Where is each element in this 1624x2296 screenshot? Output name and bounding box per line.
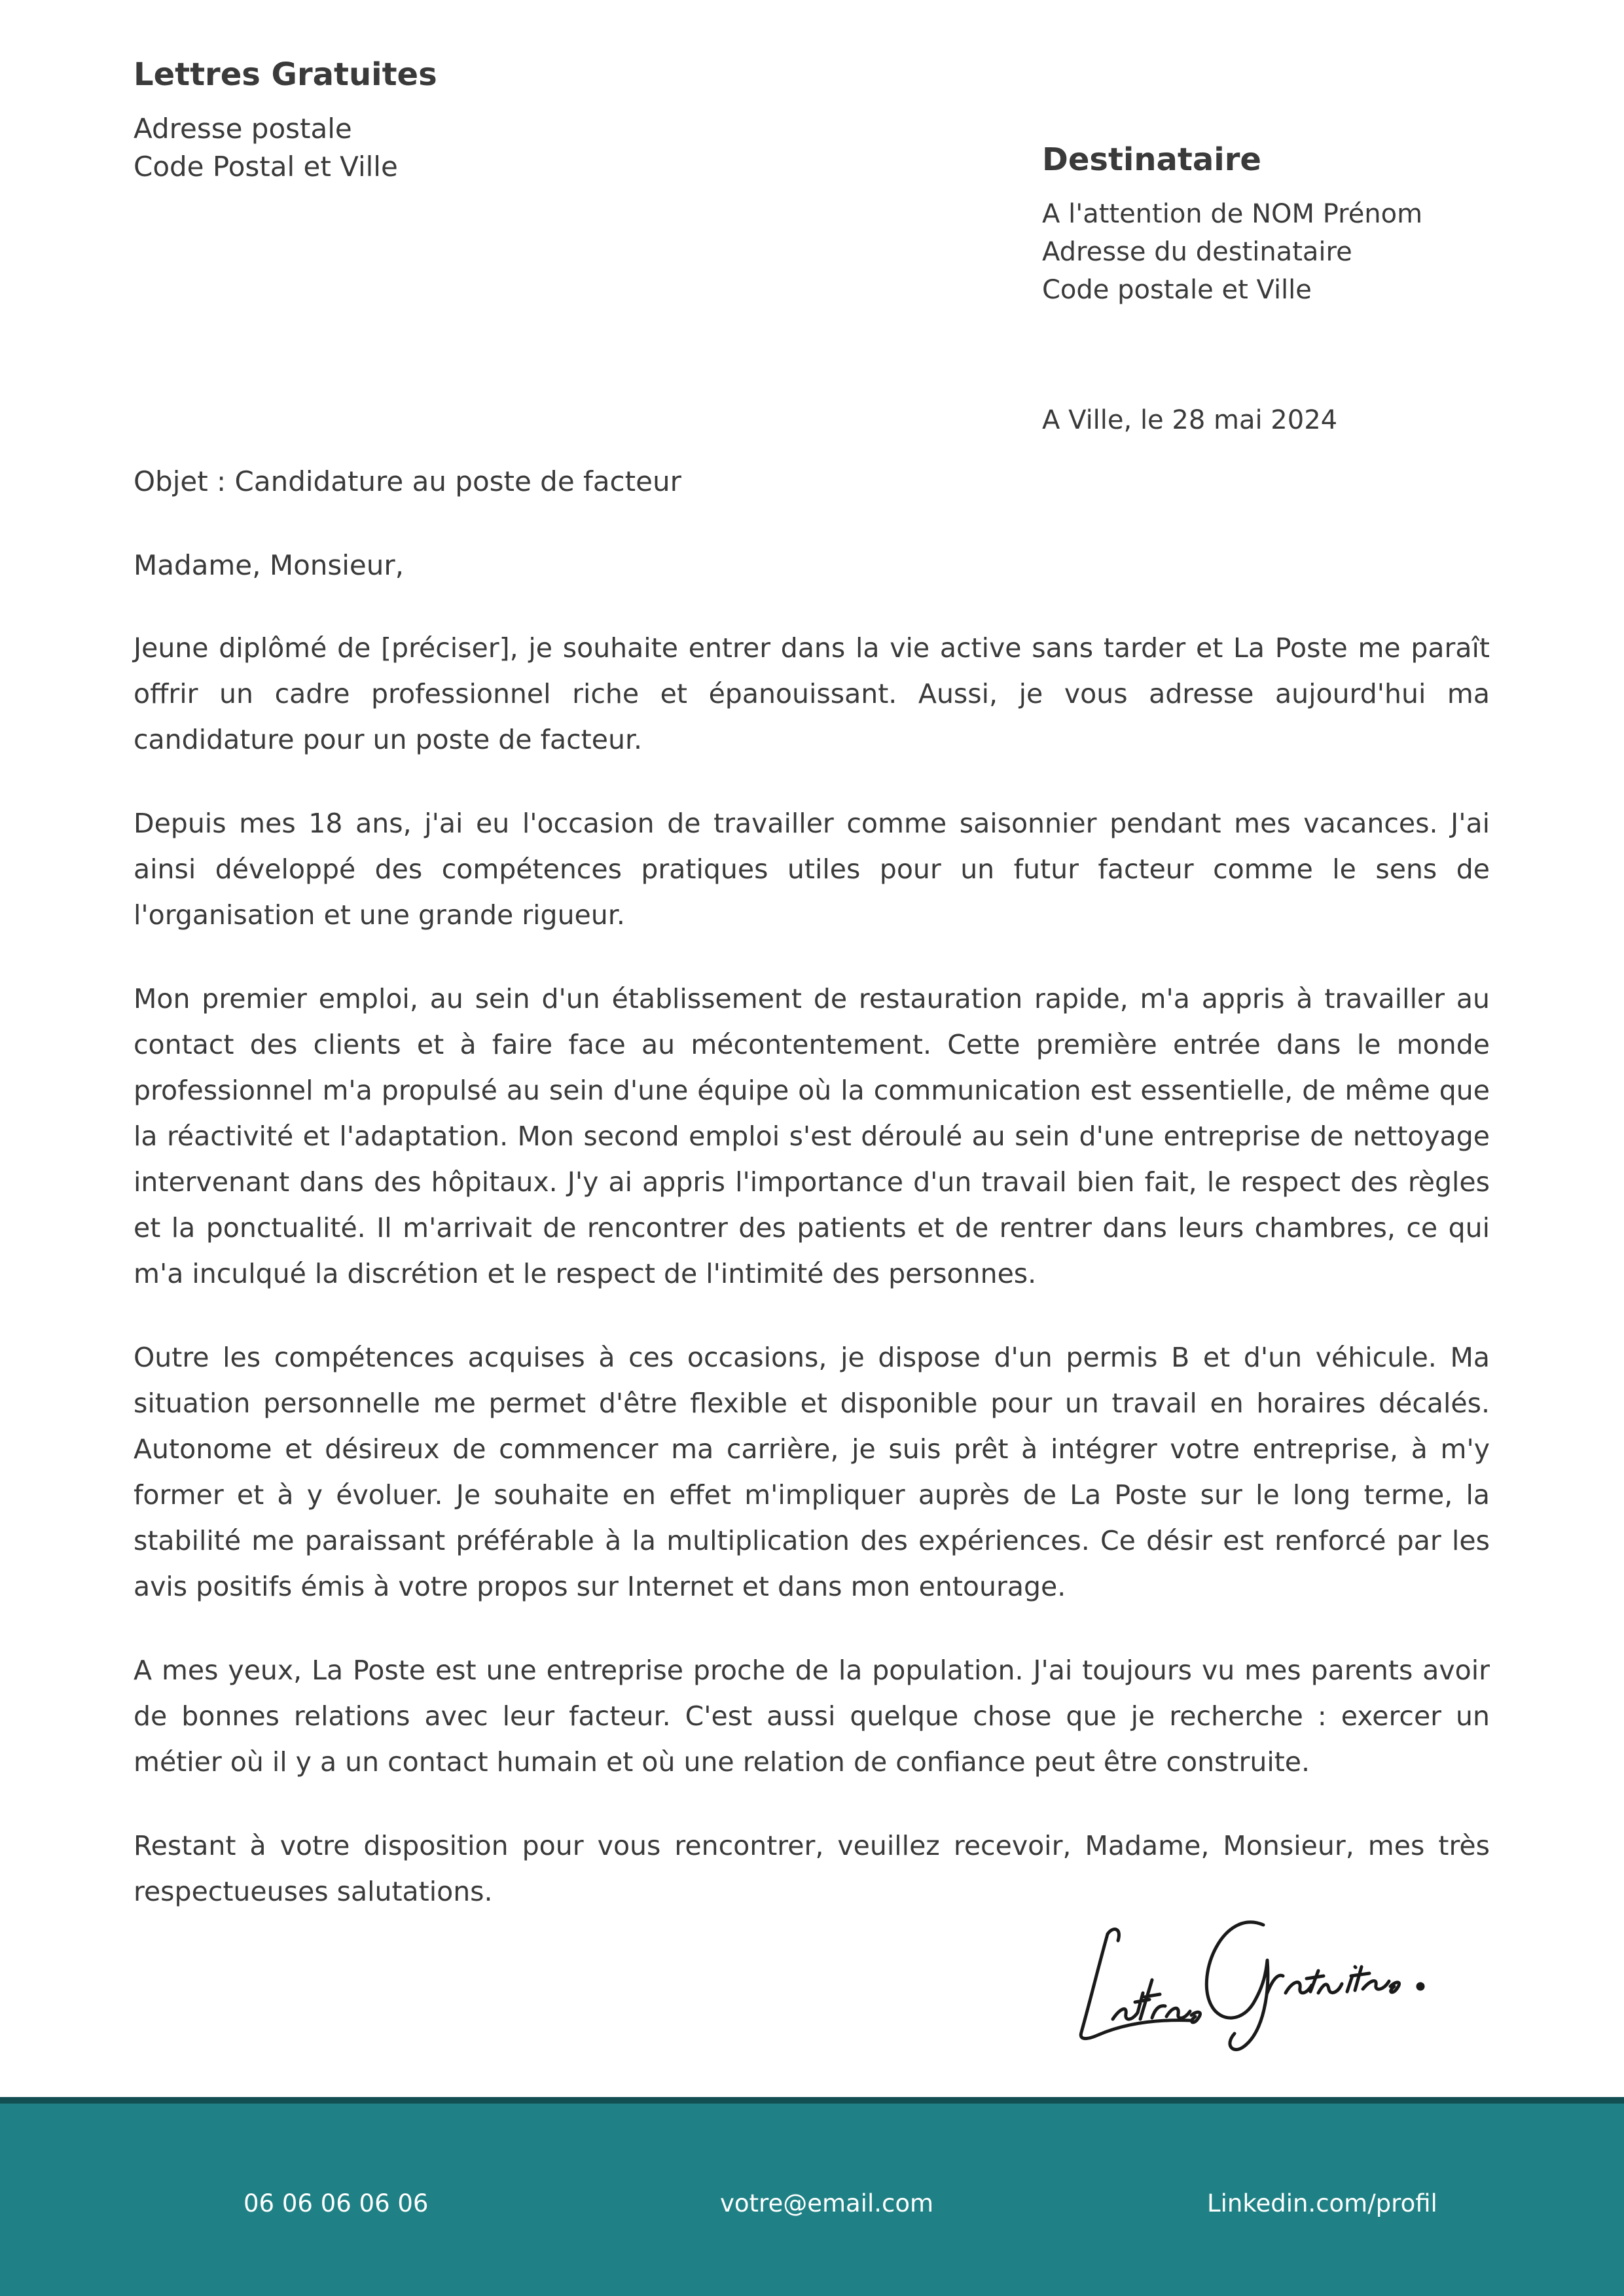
recipient-city: Code postale et Ville xyxy=(1042,275,1312,305)
body-paragraph: Restant à votre disposition pour vous rencontrer, veuillez recevoir, Madame, Monsieur, mes très respectueuses salutations. xyxy=(134,1830,1490,1907)
letter-date: A Ville, le 28 mai 2024 xyxy=(1042,405,1338,435)
recipient-title: Destinataire xyxy=(1042,141,1261,178)
footer-linkedin: Linkedin.com/profil xyxy=(1207,2189,1437,2217)
body-paragraph: A mes yeux, La Poste est une entreprise proche de la population. J'ai toujours vu mes parents avoir de bonnes relations avec leur facteur. C'est aussi quelque chose que je recherche : exercer un métier où il y a un contact humain et où une relation de confiance peut être construite. xyxy=(134,1655,1490,1778)
body-paragraph: Mon premier emploi, au sein d'un établissement de restauration rapide, m'a appris à travailler au contact des clients et à faire face au mécontentement. Cette première entrée dans le monde professionnel m'a propulsé au sein d'une équipe où la communication est essentielle, de même que la réactivité et l'adaptation. Mon second emploi s'est déroulé au sein d'une entreprise de nettoyage intervenant dans des hôpitaux. J'y ai appris l'importance d'un travail bien fait, le respect des règles et la ponctualité. Il m'arrivait de rencontrer des patients et de rentrer dans leurs chambres, ce qui m'a inculqué la discrétion et le respect de l'intimité des personnes. xyxy=(134,983,1490,1289)
footer-phone: 06 06 06 06 06 xyxy=(244,2189,429,2217)
letter-salutation: Madame, Monsieur, xyxy=(134,549,405,581)
body-paragraph: Jeune diplômé de [préciser], je souhaite entrer dans la vie active sans tarder et La Poste me paraît offrir un cadre professionnel riche et épanouissant. Aussi, je vous adresse aujourd'hui ma candidature pour un poste de facteur. xyxy=(134,632,1490,755)
contact-footer xyxy=(0,2097,1624,2296)
sender-city: Code Postal et Ville xyxy=(134,151,398,183)
sender-block xyxy=(134,51,723,186)
recipient-address: Adresse du destinataire xyxy=(1042,237,1352,267)
recipient-attention: A l'attention de NOM Prénom xyxy=(1042,199,1423,229)
sender-name: Lettres Gratuites xyxy=(134,56,437,93)
body-paragraph: Depuis mes 18 ans, j'ai eu l'occasion de travailler comme saisonnier pendant mes vacances. J'ai ainsi développé des compétences pratiques utiles pour un futur facteur comme le sens de l'organisation et une grande rigueur. xyxy=(134,808,1490,931)
handwritten-signature xyxy=(1067,1895,1447,2058)
letter-subject: Objet : Candidature au poste de facteur xyxy=(134,465,681,497)
recipient-block xyxy=(1042,135,1566,309)
letter-body xyxy=(134,625,1490,1952)
sender-address: Adresse postale xyxy=(134,113,352,145)
footer-email: votre@email.com xyxy=(720,2189,934,2217)
body-paragraph: Outre les compétences acquises à ces occasions, je dispose d'un permis B et d'un véhicule. Ma situation personnelle me permet d'être flexible et disponible pour un travail en horaires décalés. Autonome et désireux de commencer ma carrière, je suis prêt à intégrer votre entreprise, à m'y former et à y évoluer. Je souhaite en effet m'impliquer auprès de La Poste sur le long terme, la stabilité me paraissant préférable à la multiplication des expériences. Ce désir est renforcé par les avis positifs émis à votre propos sur Internet et dans mon entourage. xyxy=(134,1342,1490,1602)
